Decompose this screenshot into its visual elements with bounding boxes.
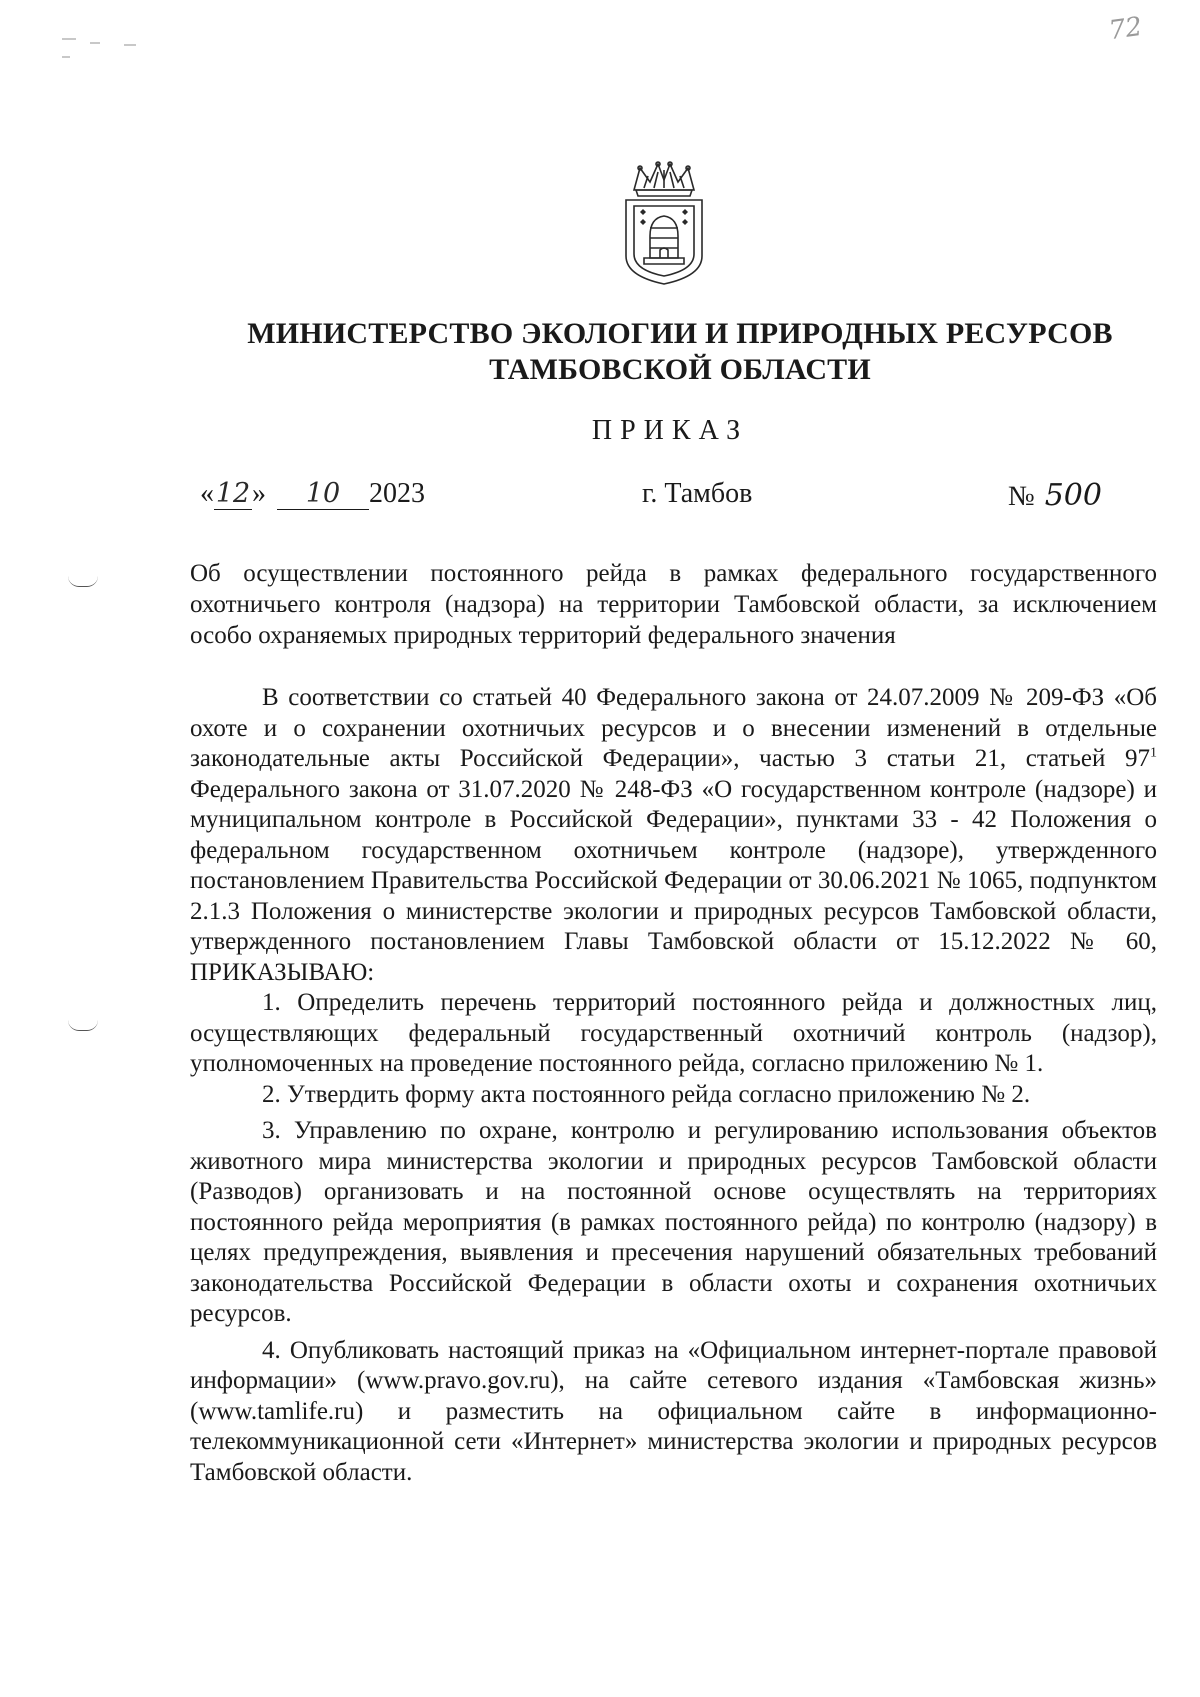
scan-artifact xyxy=(90,42,100,44)
order-number xyxy=(1008,478,1102,513)
ministry-name-line1: МИНИСТЕРСТВО ЭКОЛОГИИ И ПРИРОДНЫХ РЕСУРСОВ xyxy=(247,317,1113,350)
date-open-quote: « xyxy=(200,478,214,509)
handwritten-page-mark: 72 xyxy=(1106,11,1144,47)
scan-artifact xyxy=(62,38,76,40)
ministry-name-line2: ТАМБОВСКОЙ ОБЛАСТИ xyxy=(489,353,871,386)
preamble-superscript: 1 xyxy=(1150,745,1157,761)
tambov-coat-of-arms-icon xyxy=(620,160,708,288)
order-item-3: 3. Управлению по охране, контролю и регулированию использования объектов животного мира министерства экологии и природных ресурсов Тамбовской области (Разводов) организовать и на постоянной основе осуществлять на территориях постоянного рейда мероприятия (в рамках постоянного рейда) по контролю (надзору) в целях предупреждения, выявления и пресечения нарушений обязательных требований законодательства Российской Федерации в области охоты и сохранения охотничьих ресурсов. xyxy=(190,1117,1157,1327)
scan-artifact xyxy=(62,56,70,58)
date-day-handwritten: 12 xyxy=(215,478,251,509)
preamble-text-b: Федерального закона от 31.07.2020 № 248-ФЗ «О государственном контроле (надзоре) и муниципальном контроле в Российской Федерации», пунктами 33 - 42 Положения о федеральном государственном охотничьем контроле (надзоре), утвержденного постановлением Правительства Российской Федерации от 30.06.2021 № 1065, подпунктом 2.1.3 Положения о министерстве экологии и природных ресурсов Тамбовской области, утвержденного постановлением Главы Тамбовской области от 15.12.2022 № 60, ПРИКАЗЫВАЮ: xyxy=(190,775,1157,986)
ministry-heading xyxy=(160,316,1200,388)
preamble-paragraph xyxy=(190,683,1157,988)
order-subject: Об осуществлении постоянного рейда в рамках федерального государственного охотничьего контроля (надзора) на территории Тамбовской области, за исключением особо охраняемых природных территорий федерального значения xyxy=(190,560,1157,649)
date-year: 2023 xyxy=(369,478,425,509)
order-body xyxy=(190,683,1157,1488)
scan-artifact xyxy=(124,44,136,46)
date-month-handwritten: 10 xyxy=(277,479,369,510)
order-item-2: 2. Утвердить форму акта постоянного рейда согласно приложению № 2. xyxy=(262,1080,1031,1108)
order-city: г. Тамбов xyxy=(642,478,753,509)
preamble-text-a: В соответствии со статьей 40 Федерального закона от 24.07.2009 № 209-ФЗ «Об охоте и о сохранении охотничьих ресурсов и о внесении изменений в отдельные законодательные акты Российской Федерации», частью 3 статьи 21, статьей 97 xyxy=(190,684,1157,772)
date-close-quote: » xyxy=(252,478,266,509)
margin-mark xyxy=(68,576,98,587)
order-item-4: 4. Опубликовать настоящий приказ на «Официальном интернет-портале правовой информации» (www.pravo.gov.ru), на сайте сетевого издания «Тамбовская жизнь» (www.tamlife.ru) и разместить на официальном сайте в информационно-телекоммуникационной сети «Интернет» министерства экологии и природных ресурсов Тамбовской области. xyxy=(190,1336,1157,1486)
order-title: ПРИКАЗ xyxy=(591,415,749,446)
order-date xyxy=(200,478,425,510)
number-sign: № xyxy=(1008,481,1035,512)
order-number-handwritten: 500 xyxy=(1044,478,1102,513)
order-item-1: 1. Определить перечень территорий постоянного рейда и должностных лиц, осуществляющих федеральный государственный охотничий контроль (надзор), уполномоченных на проведение постоянного рейда, согласно приложению № 1. xyxy=(190,989,1157,1077)
margin-mark xyxy=(68,1020,98,1031)
